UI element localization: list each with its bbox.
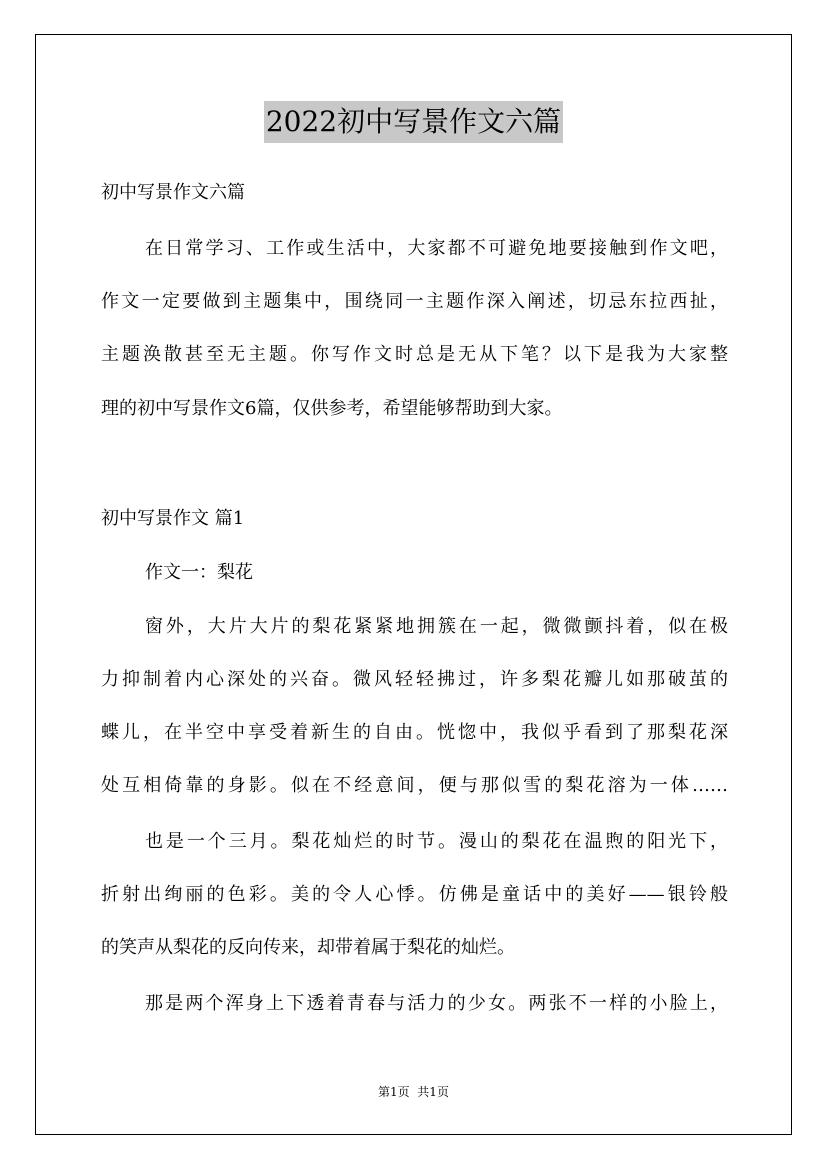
intro-line-1: 在日常学习、工作或生活中，大家都不可避免地要接触到作文吧， [145,238,728,259]
paragraph-1-line-1: 窗外，大片大片的梨花紧紧地拥簇在一起，微微颤抖着，似在极 [145,616,728,637]
section-heading: 初中写景作文 篇1 [101,508,245,529]
intro-line-2: 作文一定要做到主题集中，围绕同一主题作深入阐述，切忌东拉西扯， [101,291,728,312]
intro-line-3: 主题涣散甚至无主题。你写作文时总是无从下笔？以下是我为大家整 [101,344,728,365]
paragraph-1-line-2: 力抑制着内心深处的兴奋。微风轻轻拂过，许多梨花瓣儿如那破茧的 [101,669,728,690]
subtitle-line: 初中写景作文六篇 [101,182,245,203]
paragraph-2-line-1: 也是一个三月。梨花灿烂的时节。漫山的梨花在温煦的阳光下， [145,831,728,852]
page-number-footer: 第1页 共1页 [378,1085,449,1099]
essay-title: 作文一：梨花 [145,562,253,583]
paragraph-1-line-3: 蝶儿，在半空中享受着新生的自由。恍惚中，我似乎看到了那梨花深 [101,722,728,743]
paragraph-2-line-3: 的笑声从梨花的反向传来，却带着属于梨花的灿烂。 [101,937,515,958]
paragraph-1-line-4: 处互相倚靠的身影。似在不经意间，便与那似雪的梨花溶为一体…… [101,775,728,796]
document-title: 2022初中写景作文六篇 [264,101,563,143]
title-container [0,101,827,143]
paragraph-3-line-1: 那是两个浑身上下透着青春与活力的少女。两张不一样的小脸上， [145,993,728,1014]
paragraph-2-line-2: 折射出绚丽的色彩。美的令人心悸。仿佛是童话中的美好——银铃般 [101,884,728,905]
intro-line-4: 理的初中写景作文6篇，仅供参考，希望能够帮助到大家。 [101,398,563,419]
